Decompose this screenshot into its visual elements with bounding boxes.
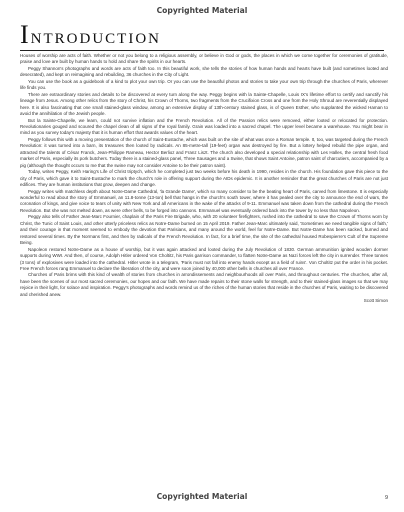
title-rule xyxy=(20,50,384,51)
copyright-watermark-top: Copyrighted Material xyxy=(156,6,248,15)
paragraph: Peggy follows this with a moving presentation of the church of Saint-Eustache, which was built on the site of what was once a Roman temple. It, too, was targeted during the French Revolution: it was turned into a barn, its treasures then looted by radicals. An 85-metre-tall (19-feet) organ was destroyed by fire. But a lottery helped rebuild the pipe organ, and attracted the talents of César Franck, Jean-Philippe Rameau, Hector Berlioz and Franz Liszt. The church also developed a special relationship with Les Halles, the central fresh food market of Paris, especially its pork butchers. Today there is a stained-glass panel, Three Sausages and a Swine, that shows Saint Antoine, patron saint of charcutiers, accompanied by a pig (although the thought occurs to me that the swine may not consider Antoine to be their patron saint). xyxy=(20,136,388,168)
paragraph: Houses of worship are acts of faith. Whether or not you belong to a religious assembly, or believe in God or gods, the places in which we come together for ceremonies of gratitude, praise and love are built by human hands to hold and share the spirits in our hearts. xyxy=(20,53,388,65)
paragraph: Peggy writes with matchless depth about Notre-Dame Cathedral, 'la Grande Dame', which so many consider to be the beating heart of Paris, carved from limestone. It is especially wonderful to read about the story of Emmanuel, an 11.8-tonne (13-ton) bell that hangs in the church's south tower, where it has pealed over the city to announce the end of wars, the coronation of kings, and give voice to tears of unity with New York and all Americans in the wake of the attacks of 9-11. Emmanuel was taken down from the cathedral during the French Revolution. But she was not melted down, as were other bells, to be forged into cannons. Emmanuel was eventually ordered back into the tower by no less than Napoleon. xyxy=(20,188,388,213)
paragraph: You can use the book as a guidebook of a kind to plot your own trip. Or you can use the beautiful photos and stories to take your own trip through the churches of Paris, wherever life finds you. xyxy=(20,78,388,91)
author-signature: Scott Simon xyxy=(363,298,388,304)
paragraph: But la Sainte-Chapelle, we learn, could not survive inflation and the French Revolution. All of the Passion relics were removed, either looted or relocated for protection. Revolutionaries gouged and scoured the chapel clean of all signs of the royal family. Grain was loaded into a sacred chapel. The upper level became a warehouse. You might bear in mind as you survey today's majesty that it is human effort that awards values of the heart. xyxy=(20,117,388,136)
paragraph: There are extraordinary stories and details to be discovered at every turn along the way. Peggy begins with la Sainte-Chapelle, Louis IX's lifetime effort to certify and sanctify his lineage from Jesus. Among other relics from the story of Christ, his Crown of Thorns, two fragments from the Crucifixion Cross and one from the Holy Shroud are reverentially displayed here. It is also fascinating that one small stained-glass window, among an extensive display of 13th-century stained glass, is of Queen Esther, who supplanted the wicked Haman to avoid the annihilation of the Jewish people. xyxy=(20,91,388,117)
paragraph: Peggy Shannon's photographs and words are acts of faith too. In this beautiful work, she tells the stories of how human hands and hearts have built (and sometimes looted and desecrated), and kept on reimagining and rebuilding, 36 churches in the City of Light. xyxy=(20,65,388,78)
paragraph: Peggy also tells of Father Jean-Marc Fournier, chaplain of the Paris Fire Brigade, who, with 20 volunteer firefighters, rushed into the cathedral to save the Crown of Thorns worn by Christ, the Tunic of Saint Louis, and other utterly priceless relics as Notre-Dame burned on 15 April 2019. Father Jean-Marc ultimately said, 'Sometimes we need tangible signs of faith,' and their courage in that moment seemed to embody the devotion that Parisians, and many around the world, feel for Notre-Dame. But Notre-Dame has been sacked, burned and restored several times. By the Normans first, and then by radicals of the French Revolution. In fact, for a brief time, the site of the cathedral housed Robespierre's Cult of the Supreme Being. xyxy=(20,214,388,246)
page-title: Introduction xyxy=(20,20,161,49)
paragraph: Churches of Paris brims with this kind of wealth of stories from churches in arrondissements and neighbourhoods all over Paris, and throughout centuries. The churches, after all, have been the scenes of our most sacred ceremonies, our hopes and our faith. We have made repairs to their stone walls for strength, and to their stained-glass images so that we may rejoice in their light, for solace and inspiration. Peggy's photographs and words remind us of the riches of the human stories that reside in the churches of Paris, waiting to be discovered and cherished anew. xyxy=(20,272,388,297)
paragraph: Today, writes Peggy, Keith Haring's Life of Christ triptych, which he completed just two weeks before his death in 1990, resides in the church. His foundation gave this piece to the city of Paris, which gave it to Saint-Eustache to mark the church's role in offering support during the AIDs epidemic. It is another reminder that the great churches of Paris are not just edifices. They are human institutions that grow, deepen and change. xyxy=(20,169,388,188)
body-text xyxy=(20,53,388,305)
copyright-watermark-bottom: Copyrighted Material xyxy=(156,492,248,501)
paragraph: Napoleon restored Notre-Dame as a house of worship, but it was again attacked and looted during the July Revolution of 1830. German ammunition ignited wooden dormer supports during WWI. And then, of course, Adolph Hitler ordered Von Choltitz, his Paris garrison commander, to flatten Notre-Dame as Nazi forces left the city in surrender. Three tonnes (3 tons) of explosives were loaded into the cathedral. Hitler wrote in a telegram, 'Paris must not fall into enemy hands except as a field of ruins'. Von Choltitz put the order in his pocket. Free French forces rang Emmanuel to declare the liberation of the city, and were soon joined by 40,000 other bells in churches all over France. xyxy=(20,246,388,271)
page-number: 9 xyxy=(384,495,388,501)
